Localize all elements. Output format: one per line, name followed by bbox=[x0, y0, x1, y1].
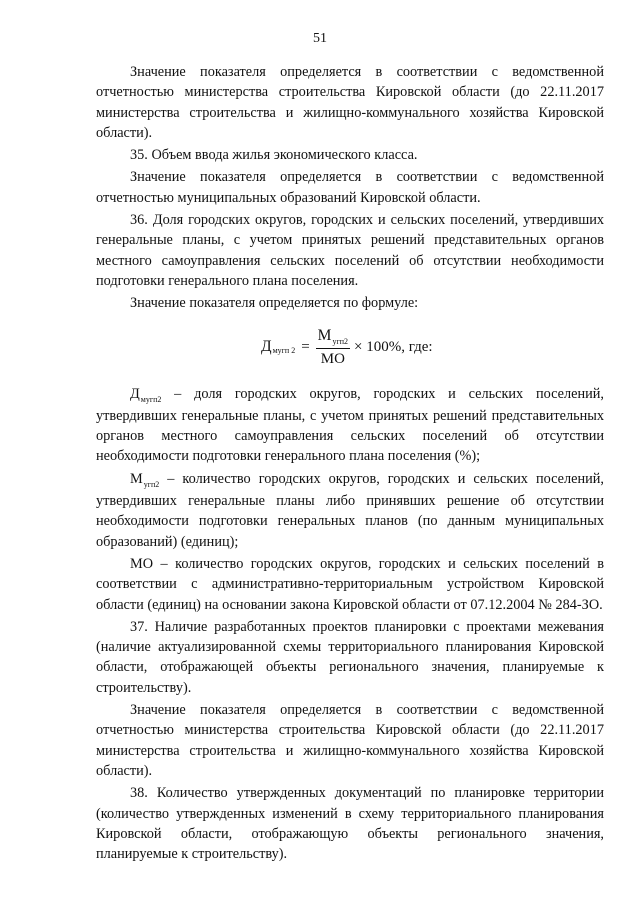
definition-text: МО – количество городских округов, городских и сельских поселений в соответствии с административно-территориальным устройством Кировской области (единиц) на основании закона Кировской области от 07.12.2004 № 284-ЗО. bbox=[96, 555, 604, 613]
definition-mo bbox=[96, 554, 604, 615]
definition-subscript: угп2 bbox=[143, 479, 160, 489]
formula-numerator-symbol: М bbox=[317, 327, 332, 345]
formula-tail: × 100%, где: bbox=[354, 339, 433, 356]
paragraph-item-38: 38. Количество утвержденных документаций по планировке территории (количество утвержденных изменений в схему территориального планирования Кировской области, отображающую объекты регионального значения, планируемые к строительству). bbox=[96, 785, 604, 863]
paragraph-item-36: 36. Доля городских округов, городских и сельских поселений, утвердивших генеральные планы, с учетом принятых решений представительных органов местного самоуправления сельских поселений об отсутствии необходимости подготовки генерального плана поселения. bbox=[96, 212, 604, 289]
paragraph-item-35: 35. Объем ввода жилья экономического класса. bbox=[130, 147, 418, 164]
definition-text: – доля городских округов, городских и сельских поселений, утвердивших генеральные планы, с учетом принятых решений представительных органов местного самоуправления сельских поселений об отсутствии необходимости подготовки генерального плана поселения (%); bbox=[96, 385, 604, 465]
formula bbox=[96, 326, 604, 370]
formula-denominator: МО bbox=[320, 351, 345, 368]
formula-equals: = bbox=[301, 339, 310, 356]
definition-mugp2 bbox=[96, 469, 604, 552]
definition-text: – количество городских округов, городских и сельских поселений, утвердивших генеральные планы либо принявших решение об отсутствии необходимости подготовки генеральных планов (по данным муниципальных образований) (единиц); bbox=[96, 470, 604, 550]
paragraph-indicator-source-1: Значение показателя определяется в соответствии с ведомственной отчетностью министерства строительства Кировской области (до 22.11.2017 министерства строительства и жилищно-коммунального хозяйства Кировской области). bbox=[96, 64, 604, 141]
definition-dmugp2 bbox=[96, 384, 604, 467]
formula-lhs-subscript: мугп 2 bbox=[272, 346, 296, 356]
formula-numerator bbox=[316, 327, 350, 349]
definition-subscript: мугп2 bbox=[140, 394, 162, 404]
paragraph-indicator-source-2: Значение показателя определяется в соответствии с ведомственной отчетностью муниципальных образований Кировской области. bbox=[96, 169, 604, 206]
formula-fraction bbox=[316, 327, 350, 368]
paragraph-indicator-source-3: Значение показателя определяется в соответствии с ведомственной отчетностью министерства строительства Кировской области (до 22.11.2017 министерства строительства и жилищно-коммунального хозяйства Кировской области). bbox=[96, 702, 604, 779]
definition-symbol: М bbox=[130, 470, 143, 487]
page-number: 51 bbox=[313, 31, 327, 46]
paragraph-item-37: 37. Наличие разработанных проектов планировки с проектами межевания (наличие актуализированной схемы территориального планирования Кировской области, отображающей объекты регионального значения, планируемые к строительству). bbox=[96, 618, 604, 696]
formula-expression bbox=[261, 326, 433, 370]
formula-numerator-subscript: угп2 bbox=[332, 337, 349, 347]
formula-lhs-symbol: Д bbox=[261, 338, 272, 356]
paragraph-formula-intro: Значение показателя определяется по формуле: bbox=[130, 295, 419, 312]
document-body bbox=[96, 62, 604, 864]
definition-symbol: Д bbox=[130, 385, 140, 402]
